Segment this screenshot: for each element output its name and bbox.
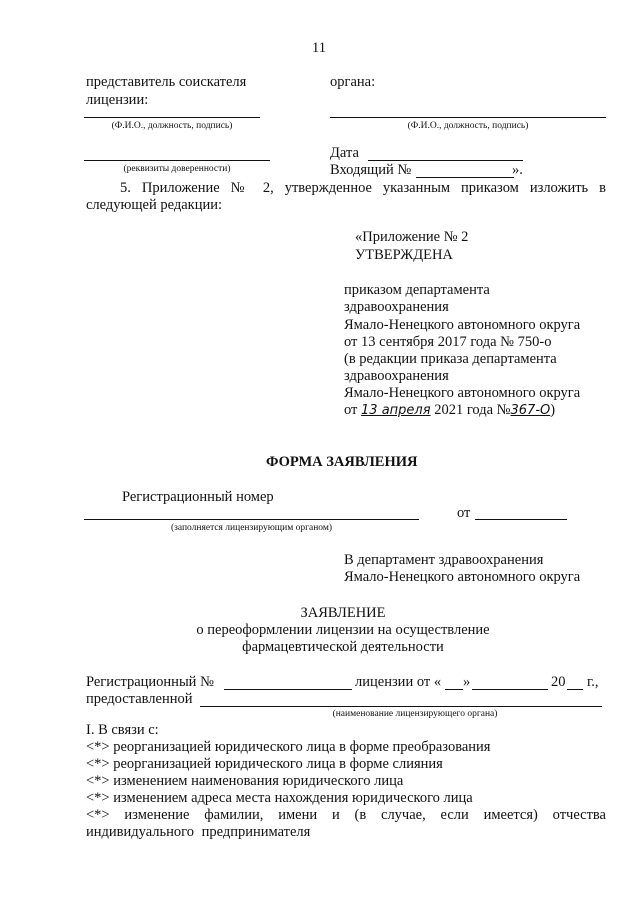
section1-item: <*> изменением адреса места нахождения юридического лица	[86, 790, 473, 806]
license-reg-line	[224, 689, 352, 690]
sig-right-line	[330, 117, 606, 118]
sig-left-line2: лицензии:	[86, 92, 149, 108]
approval-line8: здравоохранения	[344, 368, 449, 384]
approval-line4: здравоохранения	[344, 299, 449, 315]
license-reg-label: Регистрационный №	[86, 674, 214, 690]
approval-line10-suffix: )	[550, 402, 556, 418]
approval-line5: Ямало-Ненецкого автономного округа	[344, 317, 581, 333]
provided-label: предоставленной	[86, 691, 193, 707]
approval-line10-middle: 2021 года №	[434, 402, 511, 418]
section1-item: индивидуального предпринимателя	[86, 824, 311, 840]
section1-item: <*> изменением наименования юридического лица	[86, 773, 404, 789]
license-quote-close: »	[463, 674, 471, 690]
addressee-line1: В департамент здравоохранения	[344, 552, 544, 568]
approval-line6: от 13 сентября 2017 года № 750-о	[344, 334, 552, 350]
incoming-label: Входящий №	[330, 162, 412, 178]
statement-subtitle1: о переоформлении лицензии на осуществление	[196, 622, 490, 638]
proxy-caption: (реквизиты доверенности)	[123, 164, 231, 174]
handwritten-date: 13 апреля	[361, 403, 431, 418]
section1-item: <*> реорганизацией юридического лица в форме слияния	[86, 756, 443, 772]
registration-line	[84, 519, 419, 520]
approval-line3: приказом департамента	[344, 282, 490, 298]
license-year-suffix: г.,	[587, 674, 599, 690]
section1-item: <*> изменение фамилии, имени и (в случае, если имеется) отчества	[86, 807, 606, 823]
approval-line9: Ямало-Ненецкого автономного округа	[344, 385, 581, 401]
incoming-tail: ».	[512, 162, 523, 178]
sig-right-caption: (Ф.И.О., должность, подпись)	[407, 121, 529, 131]
paragraph5-line1: 5. Приложение № 2, утвержденное указанным приказом изложить в	[120, 180, 606, 196]
form-title: ФОРМА ЗАЯВЛЕНИЯ	[266, 454, 418, 470]
date-label: Дата	[330, 145, 359, 161]
approval-line10-prefix: от	[344, 402, 358, 418]
sig-left-line	[84, 117, 260, 118]
license-month-line	[472, 689, 548, 690]
section1-item: <*> реорганизацией юридического лица в форме преобразования	[86, 739, 491, 755]
approval-line10	[344, 402, 555, 419]
handwritten-number: 367-О	[510, 403, 551, 418]
registration-label: Регистрационный номер	[122, 489, 274, 505]
approval-line7: (в редакции приказа департамента	[344, 351, 557, 367]
addressee-line2: Ямало-Ненецкого автономного округа	[344, 569, 581, 585]
approval-line2: УТВЕРЖДЕНА	[355, 247, 453, 263]
page-number: 11	[312, 40, 326, 56]
proxy-line	[84, 160, 270, 161]
license-year-prefix: 20	[551, 674, 566, 690]
registration-from-line	[475, 519, 567, 520]
date-line	[368, 160, 523, 161]
approval-line1: «Приложение № 2	[355, 229, 469, 245]
section1-heading: I. В связи с:	[86, 722, 159, 738]
registration-caption: (заполняется лицензирующим органом)	[170, 523, 333, 533]
provided-line	[200, 706, 602, 707]
license-day-line	[445, 689, 463, 690]
sig-left-line1: представитель соискателя	[86, 74, 247, 90]
license-year-line	[567, 689, 583, 690]
registration-from-label: от	[457, 505, 471, 521]
provided-caption: (наименование лицензирующего органа)	[332, 709, 498, 719]
sig-right-line1: органа:	[330, 74, 376, 90]
incoming-line	[416, 177, 514, 178]
paragraph5-line2: следующей редакции:	[86, 197, 223, 213]
statement-subtitle2: фармацевтической деятельности	[242, 639, 444, 655]
license-from-label: лицензии от «	[355, 674, 442, 690]
statement-title: ЗАЯВЛЕНИЕ	[300, 605, 386, 621]
sig-left-caption: (Ф.И.О., должность, подпись)	[111, 121, 233, 131]
